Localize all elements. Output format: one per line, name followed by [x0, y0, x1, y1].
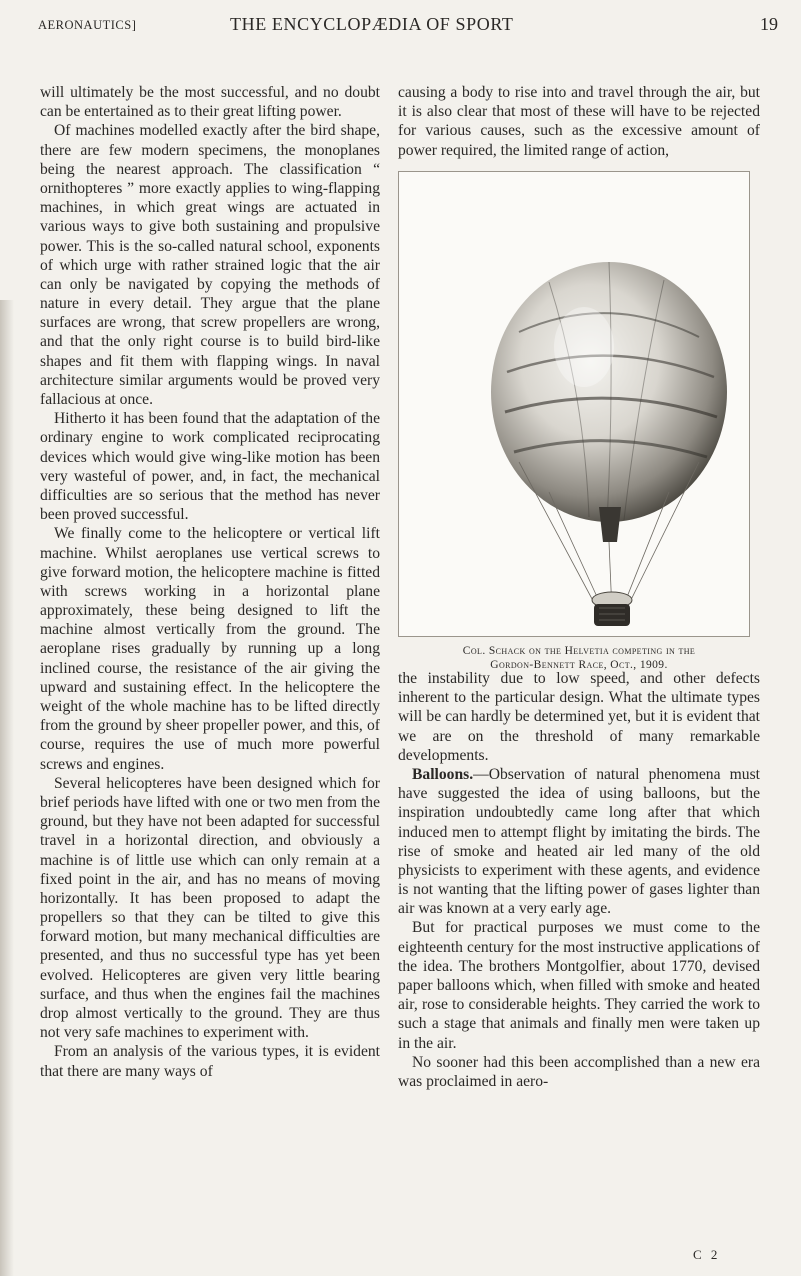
balloon-photograph: [398, 171, 750, 637]
paragraph: Hitherto it has been found that the adaptation of the ordinary engine to work complicated reciprocating devices which would give wing-like motion has been very wasteful of power, and, in fact, the mechanical difficulties are so serious that the method has never been proved successful.: [40, 410, 380, 524]
binding-shadow: [0, 300, 14, 1276]
paragraph-balloons: [398, 765, 760, 919]
balloon-basket: [592, 592, 632, 626]
paragraph: the instability due to low speed, and other defects inherent to the particular design. What the ultimate types will be can hardly be determined yet, but it is evident that we are on the threshold of many remarkable developments.: [398, 670, 760, 764]
right-column-bottom: [398, 669, 760, 1091]
paragraph: will ultimately be the most successful, and no doubt can be entertained as to their great lifting power.: [40, 84, 380, 121]
caption-line: Col. Schack on the Helvetia competing in the: [462, 645, 696, 657]
paragraph: But for practical purposes we must come to the eighteenth century for the most instructive applications of the idea. The brothers Montgolfier, about 1770, devised paper balloons which, when filled with smoke and heated air, rose to considerable heights. They carried the work to such a stage that animals and finally men were taken up in the air.: [398, 919, 760, 1052]
left-column: [40, 83, 380, 1081]
paragraph: causing a body to rise into and travel through the air, but it is also clear that most of these will have to be rejected for various causes, such as the excessive amount of power required, the limited range of action,: [398, 84, 760, 159]
balloon-envelope: [491, 262, 727, 522]
section-label: AERONAUTICS]: [38, 18, 137, 32]
signature-mark: C 2: [693, 1247, 721, 1262]
right-column-top: [398, 83, 760, 160]
paragraph-text: —Observation of natural phenomena must have suggested the idea of using balloons, but the inspiration undoubtedly came long after that which induced men to attempt flight by imitating the birds. The rise of smoke and heated air led many of the old physicists to experiment with these agents, and evidence is not wanting that the lifting power of gases lighter than air was known at a very early age.: [398, 765, 760, 918]
running-title: THE ENCYCLOPÆDIA OF SPORT: [230, 14, 514, 34]
balloon-illustration: [399, 172, 749, 636]
paragraph: We finally come to the helicoptere or vertical lift machine. Whilst aeroplanes use vertical screws to give forward motion, the helicoptere machine is fitted with screws working in a horizontal plane approximately, these being designed to lift the machine almost vertically from the ground. The aeroplane rises gradually by running up a long inclined course, the resistance of the air giving the upward and sustaining effect. In the helicoptere the weight of the whole machine has to be lifted directly from the ground by sheer propeller power, and this, of course, requires the use of much more powerful screws and engines.: [40, 525, 380, 773]
caption-line: Gordon-Bennett Race, Oct., 1909.: [490, 659, 668, 671]
figure-caption: [398, 644, 760, 672]
paragraph: From an analysis of the various types, it is evident that there are many ways of: [40, 1043, 380, 1080]
paragraph: No sooner had this been accomplished than a new era was proclaimed in aero-: [398, 1053, 760, 1090]
running-header: [38, 0, 778, 50]
section-heading: Balloons.: [412, 765, 474, 783]
paragraph: Of machines modelled exactly after the bird shape, there are few modern specimens, the monoplanes being the nearest approach. The classification “ ornithopteres ” more exactly applies to wing-flapping machines, in which great wings are actuated in various ways to give both sustaining and propulsive power. This is the so-called natural school, exponents of which urge with rather strained logic that the air can only be navigated by copying the methods of nature in every detail. They argue that the plane surfaces are wrong, that screw propellers are wrong, and that the only right course is to build bird-like shapes and fit them with flapping wings. In naval architecture similar arguments would be proved very fallacious at once.: [40, 122, 380, 408]
paragraph: Several helicopteres have been designed which for brief periods have lifted with one or two men from the ground, but they have not been adapted for successful travel in a horizontal direction, and obviously a machine is of little use which can only remain at a fixed point in the air, and has no means of moving horizontally. It has been proposed to adapt the propellers so that they can be tilted to give this forward motion, but many mechanical difficulties are presented, and thus no successful type has yet been evolved. Helicopteres are given very little bearing surface, and thus when the engines fail the machines drop almost vertically to the ground. They are thus not very safe machines to experiment with.: [40, 774, 380, 1042]
page-number: 19: [760, 14, 778, 34]
